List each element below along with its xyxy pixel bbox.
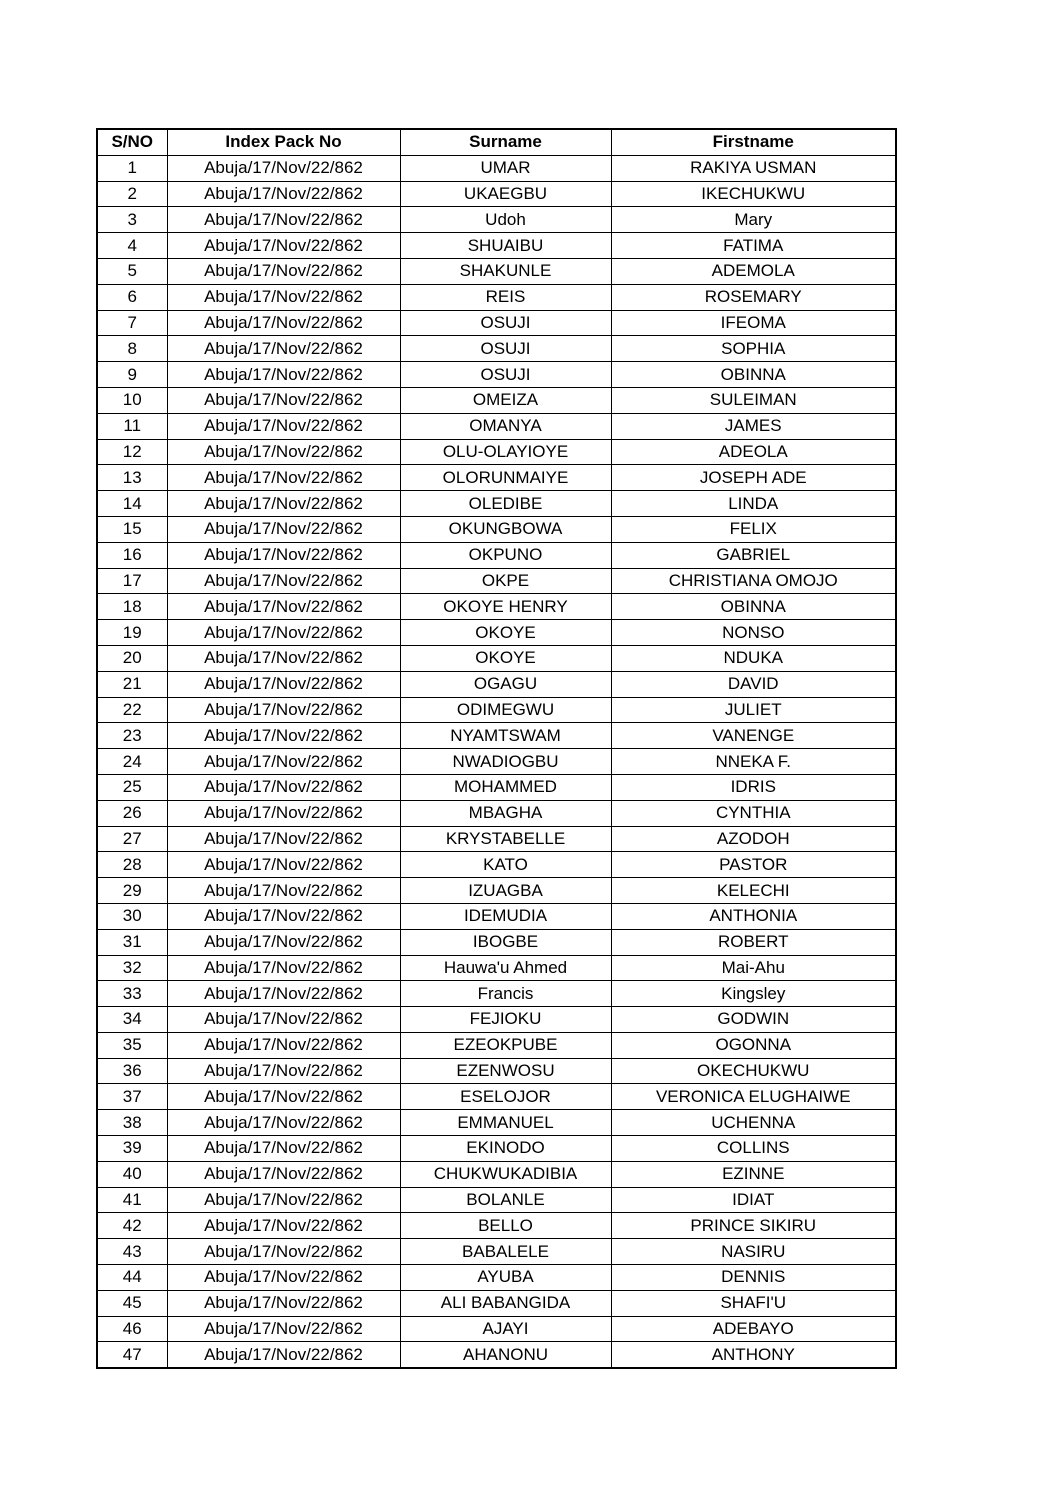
cell-surname: OLEDIBE bbox=[400, 491, 611, 517]
cell-surname: FEJIOKU bbox=[400, 1007, 611, 1033]
cell-sno: 44 bbox=[97, 1265, 167, 1291]
cell-surname: BOLANLE bbox=[400, 1187, 611, 1213]
cell-index-pack-no: Abuja/17/Nov/22/862 bbox=[167, 620, 400, 646]
cell-firstname: NONSO bbox=[611, 620, 896, 646]
cell-index-pack-no: Abuja/17/Nov/22/862 bbox=[167, 1032, 400, 1058]
cell-surname: OKOYE bbox=[400, 620, 611, 646]
cell-surname: SHUAIBU bbox=[400, 233, 611, 259]
cell-firstname: SULEIMAN bbox=[611, 387, 896, 413]
cell-firstname: ANTHONIA bbox=[611, 903, 896, 929]
cell-index-pack-no: Abuja/17/Nov/22/862 bbox=[167, 1110, 400, 1136]
cell-sno: 31 bbox=[97, 929, 167, 955]
cell-surname: ESELOJOR bbox=[400, 1084, 611, 1110]
header-surname: Surname bbox=[400, 129, 611, 155]
header-firstname: Firstname bbox=[611, 129, 896, 155]
cell-surname: EMMANUEL bbox=[400, 1110, 611, 1136]
cell-sno: 14 bbox=[97, 491, 167, 517]
table-row bbox=[97, 362, 896, 388]
cell-firstname: AZODOH bbox=[611, 826, 896, 852]
cell-firstname: LINDA bbox=[611, 491, 896, 517]
cell-sno: 15 bbox=[97, 516, 167, 542]
cell-index-pack-no: Abuja/17/Nov/22/862 bbox=[167, 723, 400, 749]
cell-surname: ODIMEGWU bbox=[400, 697, 611, 723]
cell-index-pack-no: Abuja/17/Nov/22/862 bbox=[167, 645, 400, 671]
cell-sno: 13 bbox=[97, 465, 167, 491]
cell-surname: UMAR bbox=[400, 155, 611, 181]
cell-sno: 21 bbox=[97, 671, 167, 697]
cell-surname: IBOGBE bbox=[400, 929, 611, 955]
cell-sno: 37 bbox=[97, 1084, 167, 1110]
cell-surname: OLORUNMAIYE bbox=[400, 465, 611, 491]
cell-sno: 39 bbox=[97, 1136, 167, 1162]
cell-surname: BABALELE bbox=[400, 1239, 611, 1265]
table-row bbox=[97, 671, 896, 697]
cell-index-pack-no: Abuja/17/Nov/22/862 bbox=[167, 800, 400, 826]
cell-index-pack-no: Abuja/17/Nov/22/862 bbox=[167, 929, 400, 955]
cell-surname: AJAYI bbox=[400, 1316, 611, 1342]
cell-sno: 9 bbox=[97, 362, 167, 388]
table-row bbox=[97, 1187, 896, 1213]
cell-firstname: FELIX bbox=[611, 516, 896, 542]
table-row bbox=[97, 413, 896, 439]
cell-surname: OMEIZA bbox=[400, 387, 611, 413]
cell-surname: AHANONU bbox=[400, 1342, 611, 1368]
cell-firstname: CYNTHIA bbox=[611, 800, 896, 826]
table-row bbox=[97, 645, 896, 671]
table-row bbox=[97, 929, 896, 955]
table-row bbox=[97, 955, 896, 981]
table-row bbox=[97, 387, 896, 413]
cell-firstname: CHRISTIANA OMOJO bbox=[611, 568, 896, 594]
cell-firstname: GABRIEL bbox=[611, 542, 896, 568]
cell-surname: BELLO bbox=[400, 1213, 611, 1239]
cell-index-pack-no: Abuja/17/Nov/22/862 bbox=[167, 336, 400, 362]
table-row bbox=[97, 852, 896, 878]
table-row bbox=[97, 258, 896, 284]
cell-sno: 6 bbox=[97, 284, 167, 310]
table-body bbox=[97, 155, 896, 1368]
cell-firstname: OBINNA bbox=[611, 594, 896, 620]
cell-index-pack-no: Abuja/17/Nov/22/862 bbox=[167, 1161, 400, 1187]
cell-sno: 1 bbox=[97, 155, 167, 181]
cell-sno: 28 bbox=[97, 852, 167, 878]
cell-index-pack-no: Abuja/17/Nov/22/862 bbox=[167, 852, 400, 878]
table-row bbox=[97, 336, 896, 362]
cell-sno: 40 bbox=[97, 1161, 167, 1187]
cell-firstname: KELECHI bbox=[611, 878, 896, 904]
cell-sno: 10 bbox=[97, 387, 167, 413]
cell-index-pack-no: Abuja/17/Nov/22/862 bbox=[167, 1342, 400, 1368]
table-row bbox=[97, 1265, 896, 1291]
cell-index-pack-no: Abuja/17/Nov/22/862 bbox=[167, 955, 400, 981]
cell-index-pack-no: Abuja/17/Nov/22/862 bbox=[167, 362, 400, 388]
table-row bbox=[97, 155, 896, 181]
cell-sno: 26 bbox=[97, 800, 167, 826]
table-row bbox=[97, 1084, 896, 1110]
cell-firstname: SHAFI'U bbox=[611, 1290, 896, 1316]
table-row bbox=[97, 181, 896, 207]
cell-surname: REIS bbox=[400, 284, 611, 310]
cell-sno: 35 bbox=[97, 1032, 167, 1058]
cell-firstname: ANTHONY bbox=[611, 1342, 896, 1368]
cell-firstname: ADEMOLA bbox=[611, 258, 896, 284]
table-row bbox=[97, 594, 896, 620]
cell-firstname: RAKIYA USMAN bbox=[611, 155, 896, 181]
cell-index-pack-no: Abuja/17/Nov/22/862 bbox=[167, 491, 400, 517]
cell-surname: MBAGHA bbox=[400, 800, 611, 826]
cell-surname: EZENWOSU bbox=[400, 1058, 611, 1084]
cell-sno: 30 bbox=[97, 903, 167, 929]
cell-firstname: VANENGE bbox=[611, 723, 896, 749]
cell-surname: UKAEGBU bbox=[400, 181, 611, 207]
cell-sno: 8 bbox=[97, 336, 167, 362]
cell-index-pack-no: Abuja/17/Nov/22/862 bbox=[167, 1213, 400, 1239]
cell-index-pack-no: Abuja/17/Nov/22/862 bbox=[167, 233, 400, 259]
cell-surname: Udoh bbox=[400, 207, 611, 233]
cell-index-pack-no: Abuja/17/Nov/22/862 bbox=[167, 542, 400, 568]
cell-sno: 23 bbox=[97, 723, 167, 749]
cell-firstname: IDRIS bbox=[611, 774, 896, 800]
cell-surname: OGAGU bbox=[400, 671, 611, 697]
cell-sno: 3 bbox=[97, 207, 167, 233]
cell-surname: OMANYA bbox=[400, 413, 611, 439]
cell-surname: OKPE bbox=[400, 568, 611, 594]
table-row bbox=[97, 465, 896, 491]
cell-surname: OKOYE HENRY bbox=[400, 594, 611, 620]
cell-index-pack-no: Abuja/17/Nov/22/862 bbox=[167, 181, 400, 207]
cell-surname: OKOYE bbox=[400, 645, 611, 671]
cell-sno: 33 bbox=[97, 981, 167, 1007]
table-row bbox=[97, 1161, 896, 1187]
cell-sno: 11 bbox=[97, 413, 167, 439]
cell-surname: AYUBA bbox=[400, 1265, 611, 1291]
cell-firstname: UCHENNA bbox=[611, 1110, 896, 1136]
cell-index-pack-no: Abuja/17/Nov/22/862 bbox=[167, 413, 400, 439]
table-row bbox=[97, 310, 896, 336]
table-row bbox=[97, 620, 896, 646]
table-row bbox=[97, 1136, 896, 1162]
cell-sno: 47 bbox=[97, 1342, 167, 1368]
cell-firstname: DAVID bbox=[611, 671, 896, 697]
cell-sno: 24 bbox=[97, 749, 167, 775]
table-row bbox=[97, 749, 896, 775]
cell-surname: Hauwa'u Ahmed bbox=[400, 955, 611, 981]
cell-firstname: IDIAT bbox=[611, 1187, 896, 1213]
cell-surname: EZEOKPUBE bbox=[400, 1032, 611, 1058]
cell-surname: OSUJI bbox=[400, 310, 611, 336]
table-row bbox=[97, 826, 896, 852]
table-row bbox=[97, 697, 896, 723]
cell-sno: 18 bbox=[97, 594, 167, 620]
cell-sno: 12 bbox=[97, 439, 167, 465]
cell-sno: 22 bbox=[97, 697, 167, 723]
table-row bbox=[97, 981, 896, 1007]
cell-firstname: JOSEPH ADE bbox=[611, 465, 896, 491]
table-row bbox=[97, 878, 896, 904]
table-row bbox=[97, 774, 896, 800]
cell-firstname: ROBERT bbox=[611, 929, 896, 955]
cell-surname: EKINODO bbox=[400, 1136, 611, 1162]
cell-sno: 7 bbox=[97, 310, 167, 336]
cell-firstname: FATIMA bbox=[611, 233, 896, 259]
table-row bbox=[97, 516, 896, 542]
cell-surname: IZUAGBA bbox=[400, 878, 611, 904]
table-row bbox=[97, 284, 896, 310]
cell-firstname: JAMES bbox=[611, 413, 896, 439]
cell-firstname: VERONICA ELUGHAIWE bbox=[611, 1084, 896, 1110]
cell-firstname: ADEOLA bbox=[611, 439, 896, 465]
cell-firstname: OGONNA bbox=[611, 1032, 896, 1058]
cell-firstname: JULIET bbox=[611, 697, 896, 723]
table-row bbox=[97, 1239, 896, 1265]
roster-table bbox=[96, 128, 897, 1369]
cell-surname: OKUNGBOWA bbox=[400, 516, 611, 542]
table-row bbox=[97, 568, 896, 594]
cell-index-pack-no: Abuja/17/Nov/22/862 bbox=[167, 207, 400, 233]
cell-firstname: PRINCE SIKIRU bbox=[611, 1213, 896, 1239]
table-row bbox=[97, 723, 896, 749]
table-row bbox=[97, 1110, 896, 1136]
table-row bbox=[97, 1007, 896, 1033]
cell-index-pack-no: Abuja/17/Nov/22/862 bbox=[167, 439, 400, 465]
cell-surname: OSUJI bbox=[400, 336, 611, 362]
cell-sno: 42 bbox=[97, 1213, 167, 1239]
cell-surname: KATO bbox=[400, 852, 611, 878]
cell-sno: 41 bbox=[97, 1187, 167, 1213]
table-row bbox=[97, 542, 896, 568]
table-row bbox=[97, 1032, 896, 1058]
cell-index-pack-no: Abuja/17/Nov/22/862 bbox=[167, 1265, 400, 1291]
table-row bbox=[97, 207, 896, 233]
cell-firstname: IFEOMA bbox=[611, 310, 896, 336]
cell-sno: 20 bbox=[97, 645, 167, 671]
cell-firstname: Mary bbox=[611, 207, 896, 233]
cell-surname: KRYSTABELLE bbox=[400, 826, 611, 852]
cell-firstname: SOPHIA bbox=[611, 336, 896, 362]
table-row bbox=[97, 1058, 896, 1084]
cell-index-pack-no: Abuja/17/Nov/22/862 bbox=[167, 1187, 400, 1213]
cell-firstname: NASIRU bbox=[611, 1239, 896, 1265]
cell-index-pack-no: Abuja/17/Nov/22/862 bbox=[167, 465, 400, 491]
table-row bbox=[97, 903, 896, 929]
cell-index-pack-no: Abuja/17/Nov/22/862 bbox=[167, 826, 400, 852]
cell-index-pack-no: Abuja/17/Nov/22/862 bbox=[167, 155, 400, 181]
cell-sno: 29 bbox=[97, 878, 167, 904]
cell-index-pack-no: Abuja/17/Nov/22/862 bbox=[167, 1290, 400, 1316]
cell-sno: 45 bbox=[97, 1290, 167, 1316]
cell-firstname: OBINNA bbox=[611, 362, 896, 388]
cell-surname: SHAKUNLE bbox=[400, 258, 611, 284]
table-row bbox=[97, 233, 896, 259]
cell-sno: 36 bbox=[97, 1058, 167, 1084]
cell-sno: 46 bbox=[97, 1316, 167, 1342]
cell-index-pack-no: Abuja/17/Nov/22/862 bbox=[167, 671, 400, 697]
table-row bbox=[97, 1213, 896, 1239]
cell-index-pack-no: Abuja/17/Nov/22/862 bbox=[167, 774, 400, 800]
cell-index-pack-no: Abuja/17/Nov/22/862 bbox=[167, 568, 400, 594]
cell-index-pack-no: Abuja/17/Nov/22/862 bbox=[167, 1316, 400, 1342]
cell-index-pack-no: Abuja/17/Nov/22/862 bbox=[167, 981, 400, 1007]
cell-sno: 5 bbox=[97, 258, 167, 284]
cell-sno: 34 bbox=[97, 1007, 167, 1033]
cell-firstname: NDUKA bbox=[611, 645, 896, 671]
cell-index-pack-no: Abuja/17/Nov/22/862 bbox=[167, 387, 400, 413]
table-row bbox=[97, 439, 896, 465]
cell-sno: 38 bbox=[97, 1110, 167, 1136]
cell-index-pack-no: Abuja/17/Nov/22/862 bbox=[167, 749, 400, 775]
cell-sno: 27 bbox=[97, 826, 167, 852]
cell-index-pack-no: Abuja/17/Nov/22/862 bbox=[167, 697, 400, 723]
cell-surname: OLU-OLAYIOYE bbox=[400, 439, 611, 465]
cell-firstname: NNEKA F. bbox=[611, 749, 896, 775]
cell-index-pack-no: Abuja/17/Nov/22/862 bbox=[167, 284, 400, 310]
cell-sno: 43 bbox=[97, 1239, 167, 1265]
cell-firstname: IKECHUKWU bbox=[611, 181, 896, 207]
cell-firstname: ROSEMARY bbox=[611, 284, 896, 310]
table-row bbox=[97, 1316, 896, 1342]
cell-sno: 2 bbox=[97, 181, 167, 207]
cell-firstname: GODWIN bbox=[611, 1007, 896, 1033]
table-row bbox=[97, 1342, 896, 1368]
cell-sno: 32 bbox=[97, 955, 167, 981]
cell-firstname: PASTOR bbox=[611, 852, 896, 878]
cell-sno: 16 bbox=[97, 542, 167, 568]
cell-surname: IDEMUDIA bbox=[400, 903, 611, 929]
header-index-pack-no: Index Pack No bbox=[167, 129, 400, 155]
cell-index-pack-no: Abuja/17/Nov/22/862 bbox=[167, 878, 400, 904]
cell-surname: NWADIOGBU bbox=[400, 749, 611, 775]
cell-firstname: ADEBAYO bbox=[611, 1316, 896, 1342]
header-sno: S/NO bbox=[97, 129, 167, 155]
cell-surname: MOHAMMED bbox=[400, 774, 611, 800]
cell-surname: NYAMTSWAM bbox=[400, 723, 611, 749]
cell-sno: 19 bbox=[97, 620, 167, 646]
cell-index-pack-no: Abuja/17/Nov/22/862 bbox=[167, 1239, 400, 1265]
cell-index-pack-no: Abuja/17/Nov/22/862 bbox=[167, 310, 400, 336]
header-row bbox=[97, 129, 896, 155]
cell-firstname: OKECHUKWU bbox=[611, 1058, 896, 1084]
cell-index-pack-no: Abuja/17/Nov/22/862 bbox=[167, 1084, 400, 1110]
cell-index-pack-no: Abuja/17/Nov/22/862 bbox=[167, 594, 400, 620]
cell-surname: CHUKWUKADIBIA bbox=[400, 1161, 611, 1187]
cell-index-pack-no: Abuja/17/Nov/22/862 bbox=[167, 1007, 400, 1033]
cell-firstname: EZINNE bbox=[611, 1161, 896, 1187]
table-row bbox=[97, 1290, 896, 1316]
cell-index-pack-no: Abuja/17/Nov/22/862 bbox=[167, 1136, 400, 1162]
cell-firstname: Kingsley bbox=[611, 981, 896, 1007]
cell-firstname: Mai-Ahu bbox=[611, 955, 896, 981]
cell-sno: 4 bbox=[97, 233, 167, 259]
table-header bbox=[97, 129, 896, 155]
cell-sno: 17 bbox=[97, 568, 167, 594]
cell-index-pack-no: Abuja/17/Nov/22/862 bbox=[167, 516, 400, 542]
table-row bbox=[97, 491, 896, 517]
cell-index-pack-no: Abuja/17/Nov/22/862 bbox=[167, 258, 400, 284]
cell-firstname: COLLINS bbox=[611, 1136, 896, 1162]
cell-index-pack-no: Abuja/17/Nov/22/862 bbox=[167, 903, 400, 929]
cell-index-pack-no: Abuja/17/Nov/22/862 bbox=[167, 1058, 400, 1084]
cell-surname: Francis bbox=[400, 981, 611, 1007]
cell-sno: 25 bbox=[97, 774, 167, 800]
cell-firstname: DENNIS bbox=[611, 1265, 896, 1291]
cell-surname: ALI BABANGIDA bbox=[400, 1290, 611, 1316]
cell-surname: OKPUNO bbox=[400, 542, 611, 568]
cell-surname: OSUJI bbox=[400, 362, 611, 388]
table-row bbox=[97, 800, 896, 826]
